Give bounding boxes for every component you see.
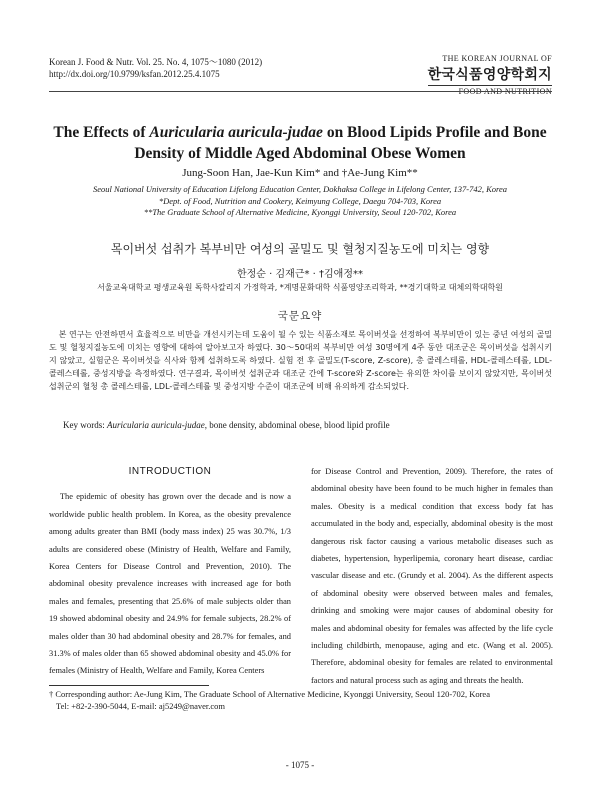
citation-line: Korean J. Food & Nutr. Vol. 25. No. 4, 1075～1080 (2012) bbox=[49, 57, 263, 67]
korean-affiliation: 서울교육대학교 평생교육원 독학사칼리지 가정학과, *계명문화대학 식품영양조리학과, **경기대학교 대체의학대학원 bbox=[97, 283, 503, 292]
introduction-heading: INTRODUCTION bbox=[128, 466, 212, 477]
title-part-2: on Blood Lipids Profile and Bone bbox=[322, 124, 547, 141]
paper-title bbox=[30, 122, 570, 164]
intro-paragraph-1: The epidemic of obesity has grown over the decade and is now a worldwide public health problem. In Korea, as the obesity prevalence among adults greater than BMI (body mass index) 25 was 30.7%, 1/3 adults are considered obese (Ministry of Health, Welfare and Family, Korea Centers for Disease Control and Prevention, 2010). The abdominal obesity prevalence increases with increased age for both males and females, presenting that 25.6% of male subjects older than 19 showed abdominal obesity and 24.9% for female subjects, 28.2% of males older than 30 had abdominal obesity and 28.7% for females, and 31.3% of males older than 65 showed abdominal obesity and 45.0% for females (Ministry of Health, Welfare and Family, Korea Centers bbox=[49, 492, 291, 676]
footnote-line-1: † Corresponding author: Ae-Jung Kim, The Graduate School of Alternative Medicine, Kyonggi University, Seoul 120-702, Korea bbox=[49, 689, 490, 699]
footnote-divider bbox=[49, 685, 209, 686]
korean-abstract: 본 연구는 안전하면서 효율적으로 비만을 개선시키는데 도움이 될 수 있는 식품소재로 목이버섯을 선정하여 복부비만이 있는 중년 여성의 골밀도 및 혈청지질농도에 미치는 영향에 대하여 알아보고자 하였다. 30～50대의 복부비만 여성 30명에게 4주 동안 대조군은 목이버섯을 섭취시키지 않았고, 실험군은 목이버섯을 식사와 함께 섭취하도록 하였다. 실험 전 후 골밀도(T-score, Z-score), 총 콜레스테롤, HDL-콜레스테롤, LDL-콜레스테롤, 중성지방을 측정하였다. 연구결과, 목이버섯 섭취군과 대조군 간에 T-score와 Z-score는 유의한 차이를 보이지 않았지만, 목이버섯 섭취군의 혈청 총 콜레스테롤, LDL-콜레스테롤 및 중성지방 수준이 대조군에 비해 유의하게 감소되었다. bbox=[49, 330, 552, 391]
column-left bbox=[49, 463, 291, 680]
korean-abstract-heading: 국문요약 bbox=[277, 310, 323, 322]
keywords bbox=[49, 420, 552, 430]
column-right bbox=[311, 463, 553, 689]
korean-authors: 한정순 · 김재근* · †김애정** bbox=[236, 269, 363, 280]
affiliations bbox=[30, 184, 570, 219]
corresponding-author-footnote bbox=[49, 688, 552, 712]
intro-paragraph-1-cont: for Disease Control and Prevention, 2009). Therefore, the rates of abdominal obesity have been found to be much higher in females than males. Obesity is a medical condition that excess body fat has accumulated in the body and, especially, abdominal obesity is the most dangerous risk factor causing a various metabolic diseases such as diabetes, hypertension, hyperlipemia, coronary heart disease, cardiac vascular disease and etc. (Grundy et al. 2004). As the different aspects of abdominal obesity were observed between males and females, drinking and smoking were major causes of abdominal obesity for males and abdominal obesity for females was affected by the life cycle including childbirth, menopause, aging and etc. (Wang et al. 2005). Therefore, abdominal obesity for females are related to environmental factors and natural process such as aging and threats the health. bbox=[311, 467, 553, 685]
korean-title: 목이버섯 섭취가 복부비만 여성의 골밀도 및 혈청지질농도에 미치는 영향 bbox=[110, 242, 490, 256]
journal-name-en-top: THE KOREAN JOURNAL OF bbox=[442, 54, 552, 63]
keywords-label: Key words: bbox=[63, 420, 107, 430]
page-number: - 1075 - bbox=[285, 760, 315, 770]
author-list: Jung-Soon Han, Jae-Kun Kim* and †Ae-Jung Kim** bbox=[182, 167, 418, 179]
header-divider bbox=[49, 91, 552, 92]
title-line-2: Density of Middle Aged Abdominal Obese Women bbox=[134, 145, 466, 162]
affiliation-1: Seoul National University of Education Lifelong Education Center, Dokhaksa College in Lifelong Center, 137-742, Korea bbox=[92, 184, 508, 194]
journal-logo bbox=[428, 54, 552, 96]
keywords-species: Auricularia auricula-judae bbox=[107, 420, 205, 430]
affiliation-3: **The Graduate School of Alternative Medicine, Kyonggi University, Seoul 120-702, Korea bbox=[143, 207, 457, 217]
footnote-line-2: Tel: +82-2-390-5044, E-mail: aj5249@naver.com bbox=[56, 701, 225, 711]
keywords-rest: , bone density, abdominal obese, blood lipid profile bbox=[204, 420, 390, 430]
journal-name-en-bottom: FOOD AND NUTRITION bbox=[428, 85, 552, 96]
title-part-1: The Effects of bbox=[53, 124, 150, 141]
journal-citation bbox=[49, 56, 262, 80]
journal-name-ko: 한국식품영양학회지 bbox=[427, 67, 552, 83]
title-species: Auricularia auricula-judae bbox=[149, 124, 323, 141]
affiliation-2: *Dept. of Food, Nutrition and Cookery, Keimyung College, Daegu 704-703, Korea bbox=[158, 195, 442, 206]
doi-link[interactable]: http://dx.doi.org/10.9799/ksfan.2012.25.4.1075 bbox=[49, 69, 220, 79]
